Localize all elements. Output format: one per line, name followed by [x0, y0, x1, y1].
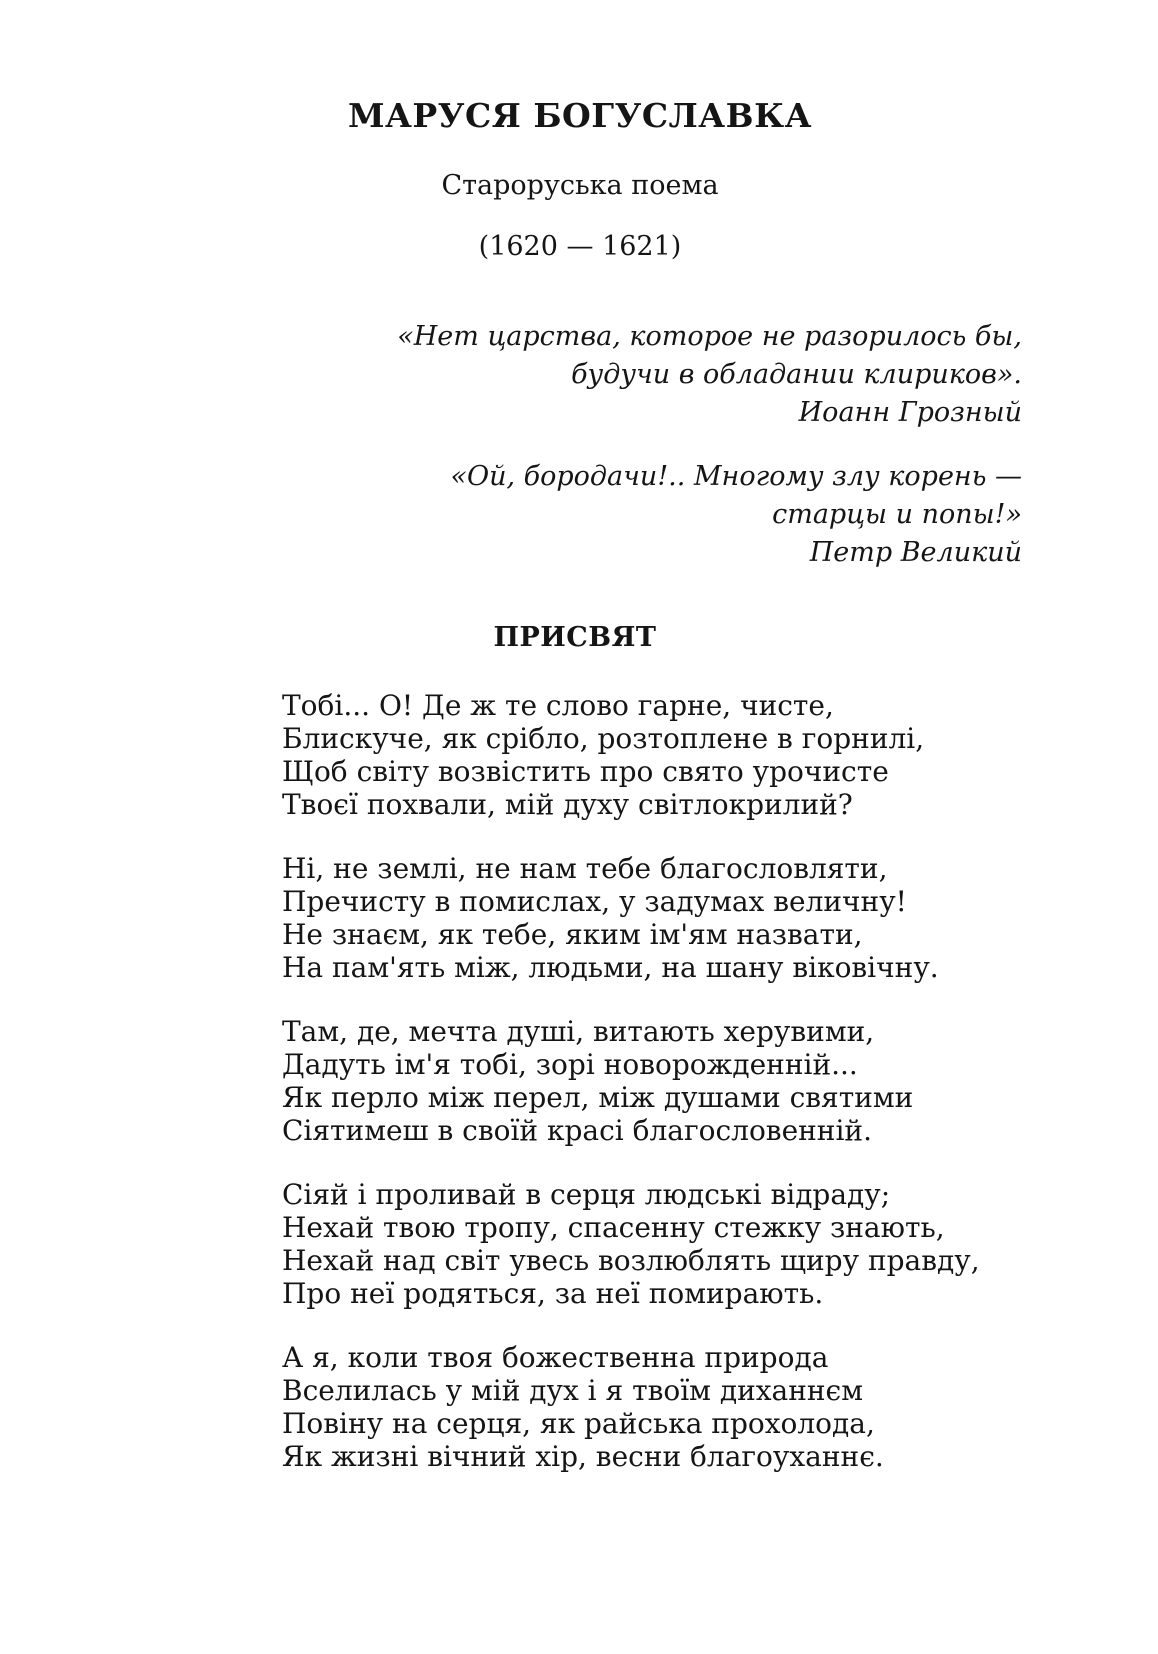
poem-line: Як жизні вічний хір, весни благоуханнє.: [282, 1440, 884, 1473]
poem-line: Пречисту в помислах, у задумах величну!: [282, 885, 907, 918]
poem-line: Сіятимеш в своїй красі благословенній.: [282, 1114, 872, 1147]
epigraph-block: [280, 458, 1022, 572]
poem-line: Тобі... О! Де ж те слово гарне, чисте,: [282, 689, 834, 722]
epigraph-attribution: Иоанн Грозный: [798, 397, 1022, 428]
poem-line: Вселилась у мій дух і я твоїм диханнєм: [282, 1374, 863, 1407]
epigraph-line: «Нет царства, которое не разорилось бы,: [397, 321, 1022, 352]
stanza: [282, 1015, 982, 1147]
page-title: МАРУСЯ БОГУСЛАВКА: [348, 96, 812, 135]
poem-line: Там, де, мечта душі, витають херувими,: [282, 1015, 875, 1048]
poem-line: Повіну на серця, як райська прохолода,: [282, 1407, 875, 1440]
poem-line: Блискуче, як срібло, розтоплене в горнилі,: [282, 722, 925, 755]
poem-line: Дадуть ім'я тобі, зорі новорожденній...: [282, 1048, 858, 1081]
poem-line: Про неї родяться, за неї помирають.: [282, 1277, 824, 1310]
epigraph-attribution: Петр Великий: [809, 537, 1022, 568]
poem-line: Не знаєм, як тебе, яким ім'ям назвати,: [282, 918, 863, 951]
poem-line: А я, коли твоя божественна природа: [282, 1341, 829, 1374]
epigraph-block: [280, 318, 1022, 432]
epigraph-line: «Ой, бородачи!.. Многому злу корень —: [450, 461, 1022, 492]
epigraph-line: старцы и попы!»: [772, 499, 1022, 530]
poem-line: Ні, не землі, не нам тебе благословляти,: [282, 852, 888, 885]
poem-line: Щоб світу возвістить про свято урочисте: [282, 755, 889, 788]
poem-line: Як перло між перел, між душами святими: [282, 1081, 914, 1114]
poem-body: [282, 689, 982, 1504]
document-subtitle: Староруська поема: [441, 170, 719, 201]
section-heading: ПРИСВЯТ: [493, 622, 657, 653]
poem-line: Сіяй і проливай в серця людські відраду;: [282, 1178, 891, 1211]
stanza: [282, 1341, 982, 1473]
poem-line: Твоєї похвали, мій духу світлокрилий?: [282, 788, 853, 821]
date-range: (1620 — 1621): [478, 231, 682, 262]
poem-line: Нехай твою тропу, спасенну стежку знають,: [282, 1211, 945, 1244]
poem-line: Нехай над світ увесь возлюблять щиру правду,: [282, 1244, 980, 1277]
stanza: [282, 689, 982, 821]
stanza: [282, 1178, 982, 1310]
poem-line: На пам'ять між, людьми, на шану віковічну.: [282, 951, 939, 984]
stanza: [282, 852, 982, 984]
epigraph-line: будучи в обладании клириков».: [571, 359, 1022, 390]
